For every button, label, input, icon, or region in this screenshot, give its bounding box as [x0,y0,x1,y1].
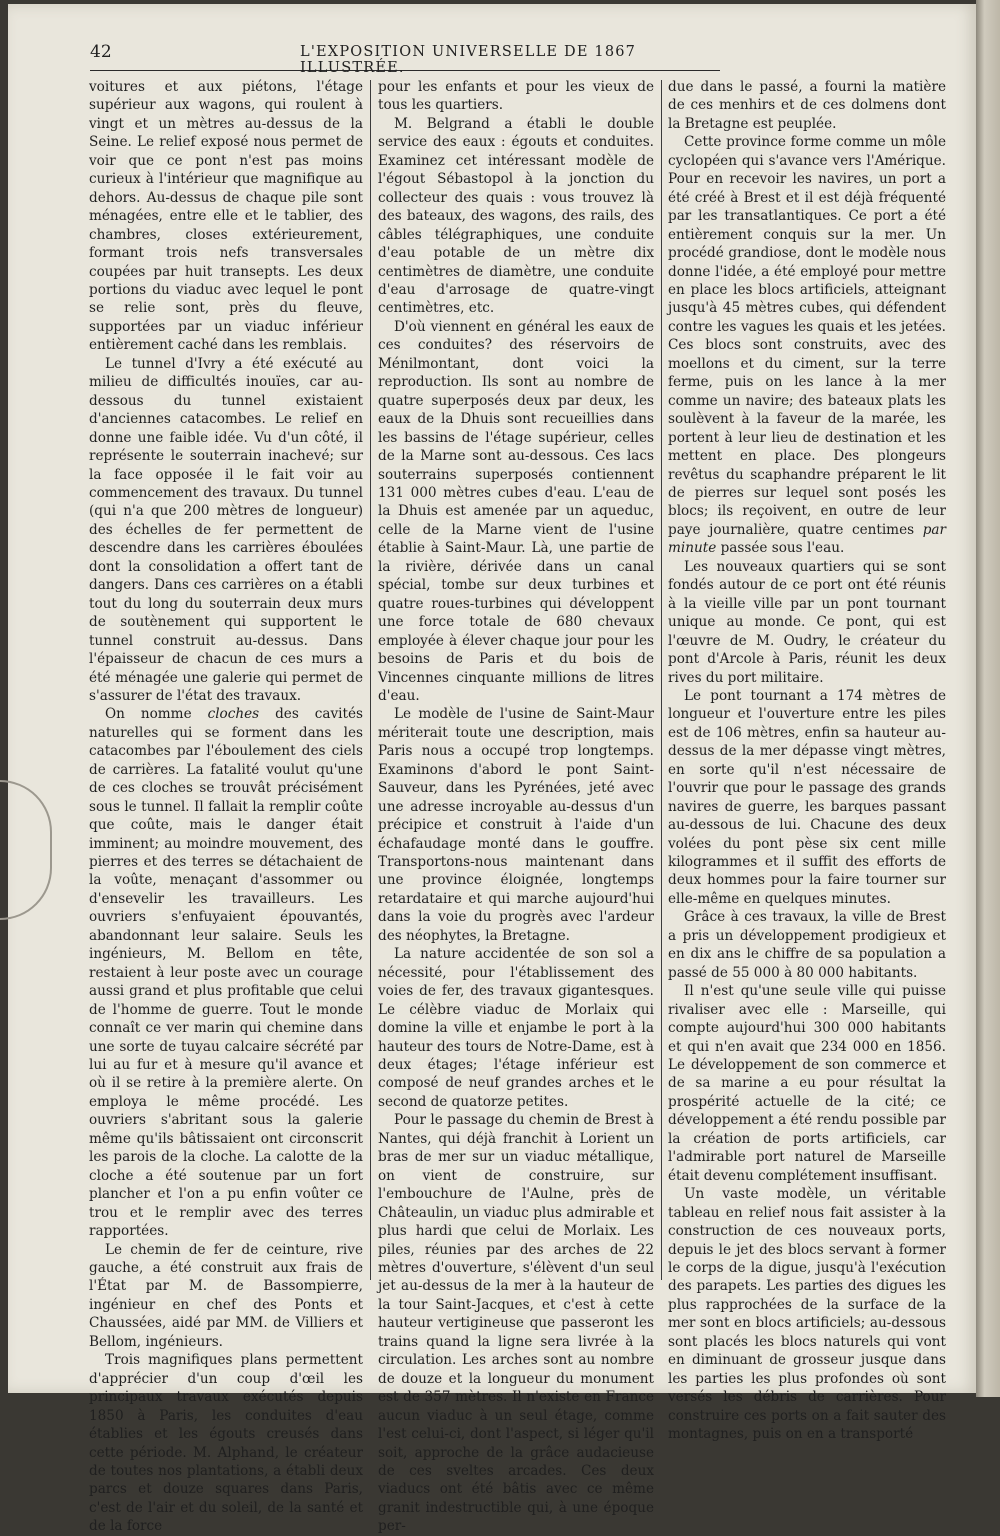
paragraph-text: passée sous l'eau. [720,540,845,557]
paragraph [668,133,946,557]
column-rule [661,80,662,1280]
paragraph: D'où viennent en général les eaux de ces conduites? des réservoirs de Ménilmontant, dont voici la reproduction. Ils sont au nombre de quatre superposés deux par deux, les eaux de la Dhuis sont recueillies dans les bassins de l'étage supérieur, celles de la Marne sont au-dessous. Ces lacs souterrains superposés contiennent 131 000 mètres cubes d'eau. L'eau de la Dhuis est amenée par un aqueduc, celle de la Marne vient de l'usine établie à Saint-Maur. Là, une partie de la rivière, dérivée dans un canal spécial, tombe sur deux turbines et quatre roues-turbines qui développent une force totale de 680 chevaux employée à élever chaque jour pour les besoins de Paris et du bois de Vincennes cinquante millions de litres d'eau. [378,318,654,704]
paragraph: Grâce à ces travaux, la ville de Brest a pris un développement prodigieux et en dix ans le chiffre de sa population a passé de 55 000 à 80 000 habitants. [668,909,946,981]
paragraph: due dans le passé, a fourni la matière de ces menhirs et de ces dolmens dont la Bretagne est peuplée. [668,79,946,132]
paragraph [89,705,363,1240]
paragraph-text: des cavités naturelles qui se forment dans les catacombes par l'éboulement des ciels de carrières. La fatalité voulut qu'une de ces cloches se trouvât précisément sous le tunnel. Il fallait la remplir coûte que coûte, mais le danger était imminent; au moindre mouvement, des pierres et des terres se détachaient de la voûte, menaçant d'assommer ou d'ensevelir les travailleurs. Les ouvriers s'enfuyaient épouvantés, abandonnant leur salaire. Seuls les ingénieurs, M. Bellom en tête, restaient à leur poste avec un courage aussi grand et plus profitable que celui de l'homme de guerre. Tout le monde connaît ce ver marin qui chemine dans une sorte de tuyau calcaire sécrété par lui au fur et à mesure qu'il avance et où il se retire à la première alerte. On employa le même procédé. Les ouvriers s'abritant sous la galerie même qu'ils bâtissaient ont circonscrit les parois de la cloche. La calotte de la cloche a été soutenue par un fort plancher et l'on a pu enfin voûter ce trou et le remplir avec des terres rapportées. [89,706,363,1240]
paragraph: Les nouveaux quartiers qui se sont fondés autour de ce port ont été réunis à la vieille ville par un pont tournant unique au monde. Ce pont, qui est l'œuvre de M. Oudry, le créateur du pont d'Arcole à Paris, réunit les deux rives du port militaire. [668,558,946,686]
running-title: L'EXPOSITION UNIVERSELLE DE 1867 ILLUSTRÉE. [300,44,637,76]
paragraph: Trois magnifiques plans permettent d'apprécier d'un coup d'œil les principaux travaux exécutés depuis 1850 à Paris, les conduites d'eau établies et les égouts creusés dans cette période. M. Alphand, le créateur de toutes nos plantations, a établi deux parcs et douze squares dans Paris, c'est de l'air et du soleil, de la santé et de la force [89,1352,363,1535]
adjacent-page-edge [976,0,1000,1397]
paragraph: M. Belgrand a établi le double service des eaux : égouts et conduites. Examinez cet intéressant modèle de l'égout Sébastopol à la jonction du collecteur des quais : vous trouvez là des bateaux, des wagons, des rails, des câbles télégraphiques, une conduite d'eau potable de un mètre dix centimètres de diamètre, une conduite d'eau d'arrosage de quatre-vingt centimètres, etc. [378,115,654,317]
column-rule [370,80,371,1280]
paragraph: Le tunnel d'Ivry a été exécuté au milieu de difficultés inouïes, car au-dessous du tunnel existaient d'anciennes catacombes. Le relief en donne une faible idée. Vu d'un côté, il représente le souterrain inachevé; sur la face opposée il le fait voir au commencement des travaux. Du tunnel (qui n'a que 200 mètres de longueur) des échelles de fer permettent de descendre dans les carrières éboulées dont la consolidation a offert tant de dangers. Dans ces carrières on a établi tout du long du souterrain deux murs de soutènement qui supportent le tunnel construit au-dessus. Dans l'épaisseur de chacun de ces murs a été ménagée une galerie qui permet de s'assurer de l'état des travaux. [89,355,363,704]
text-column-3 [668,78,947,1443]
text-column-2 [378,78,654,1535]
paragraph: Le pont tournant a 174 mètres de longueur et l'ouverture entre les piles est de 106 mètres, enfin sa hauteur au-dessus de la mer dépasse vingt mètres, en sorte qu'il n'est nécessaire de l'ouvrir que pour le passage des grands navires de guerre, les barques passant au-dessous de lui. Chacune des deux volées du pont pèse six cent mille kilogrammes et il suffit des efforts de deux hommes pour la faire tourner sur elle-même en quelques minutes. [668,687,946,907]
paragraph: Il n'est qu'une seule ville qui puisse rivaliser avec elle : Marseille, qui compte aujourd'hui 300 000 habitants et qui n'en avait que 234 000 en 1856. Le développement de son commerce et de sa marine a eu pour résultat la prospérité actuelle de la cité; ce développement a été rendu possible par la création de ports artificiels, car l'admirable port naturel de Marseille était devenu complétement insuffisant. [668,983,946,1184]
paragraph: Pour le passage du chemin de Brest à Nantes, qui déjà franchit à Lorient un bras de mer sur un viaduc métallique, on vient de construire, sur l'embouchure de l'Aulne, près de Châteaulin, un viaduc plus admirable et plus hardi que celui de Morlaix. Les piles, réunies par des arches de 22 mètres d'ouverture, s'élèvent d'un seul jet au-dessus de la mer à la hauteur de la tour Saint-Jacques, et c'est à cette hauteur vertigineuse que passeront les trains quand la ligne sera livrée à la circulation. Les arches sont au nombre de douze et la longueur du monument est de 357 mètres. Il n'existe en France aucun viaduc à un seul étage, comme l'est celui-ci, dont l'aspect, si léger qu'il soit, approche de la grâce audacieuse de ces sveltes arcades. Ces deux viaducs ont été bâtis avec ce même granit indestructible qui, à une époque per- [378,1112,654,1535]
paragraph-text: Cette province forme comme un môle cyclopéen qui s'avance vers l'Amérique. Pour en recevoir les navires, un port a été créé à Brest et il est déjà fréquenté par les transatlantiques. Ce port a été entièrement conquis sur la mer. Un procédé grandiose, dont le modèle nous donne l'idée, a été employé pour mettre en place les blocs artificiels, atteignant jusqu'à 45 mètres cubes, qui défendent contre les vagues les quais et les jetées. Ces blocs sont construits, avec des moellons et du ciment, sur la terre ferme, puis on les lance à la mer comme un navire; des bateaux plats les soulèvent à la faveur de la marée, les portent à leur lieu de destination et les mettent en place. Des plongeurs revêtus du scaphandre préparent le lit de pierres sur lequel sont posés les blocs; ils reçoivent, en outre de leur paye journalière, quatre centimes [668,134,946,538]
italic-term: cloches [207,706,260,723]
paragraph: voitures et aux piétons, l'étage supérieur aux wagons, qui roulent à vingt et un mètres au-dessus de la Seine. Le relief exposé nous permet de voir que ce pont n'est pas moins curieux à l'intérieur que magnifique au dehors. Au-dessus de chaque pile sont ménagées, entre elle et le tablier, des chambres, closes extérieurement, formant trois nefs transversales coupées par huit transepts. Les deux portions du viaduc avec lequel le pont se relie sont, près du fleuve, supportées par un viaduc inférieur entièrement caché dans les remblais. [89,79,363,354]
text-column-1 [89,78,363,1535]
paragraph: Le chemin de fer de ceinture, rive gauche, a été construit aux frais de l'État par M. de Bassompierre, ingénieur en chef des Ponts et Chaussées, aidé par MM. de Villiers et Bellom, ingénieurs. [89,1241,363,1350]
paragraph: Le modèle de l'usine de Saint-Maur mériterait toute une description, mais Paris nous a occupé trop longtemps. Examinons d'abord le pont Saint-Sauveur, dans les Pyrénées, jeté avec une adresse incroyable au-dessus d'un précipice et construit à l'aide d'un échafaudage monté dans le gouffre. Transportons-nous maintenant dans une province éloignée, longtemps retardataire et qui marche aujourd'hui dans la voie du progrès avec l'ardeur des néophytes, la Bretagne. [378,706,654,944]
italic-term: par minute [668,521,947,557]
paragraph: Un vaste modèle, un véritable tableau en relief nous fait assister à la construction de ces nouveaux ports, depuis le jet des blocs servant à former le corps de la digue, jusqu'à l'exécution des parapets. Les parties des digues les plus rapprochées de la surface de la mer sont en blocs artificiels; au-dessous sont placés les blocs naturels qui vont en diminuant de grosseur jusque dans les parties les plus profondes où sont versés les débris de carrières. Pour construire ces ports on a fait sauter des montagnes, puis on en a transporté [668,1186,946,1443]
paragraph: pour les enfants et pour les vieux de tous les quartiers. [378,79,654,114]
paragraph-text: On nomme [105,706,192,723]
paragraph: La nature accidentée de son sol a nécessité, pour l'établissement des voies de fer, des travaux gigantesques. Le célèbre viaduc de Morlaix qui domine la ville et enjambe le port à la hauteur des tours de Notre-Dame, est à deux étages; l'étage inférieur est composé de neuf grandes arches et le second de quatorze petites. [378,946,654,1110]
page-number: 42 [90,42,112,62]
page-header [90,42,720,76]
